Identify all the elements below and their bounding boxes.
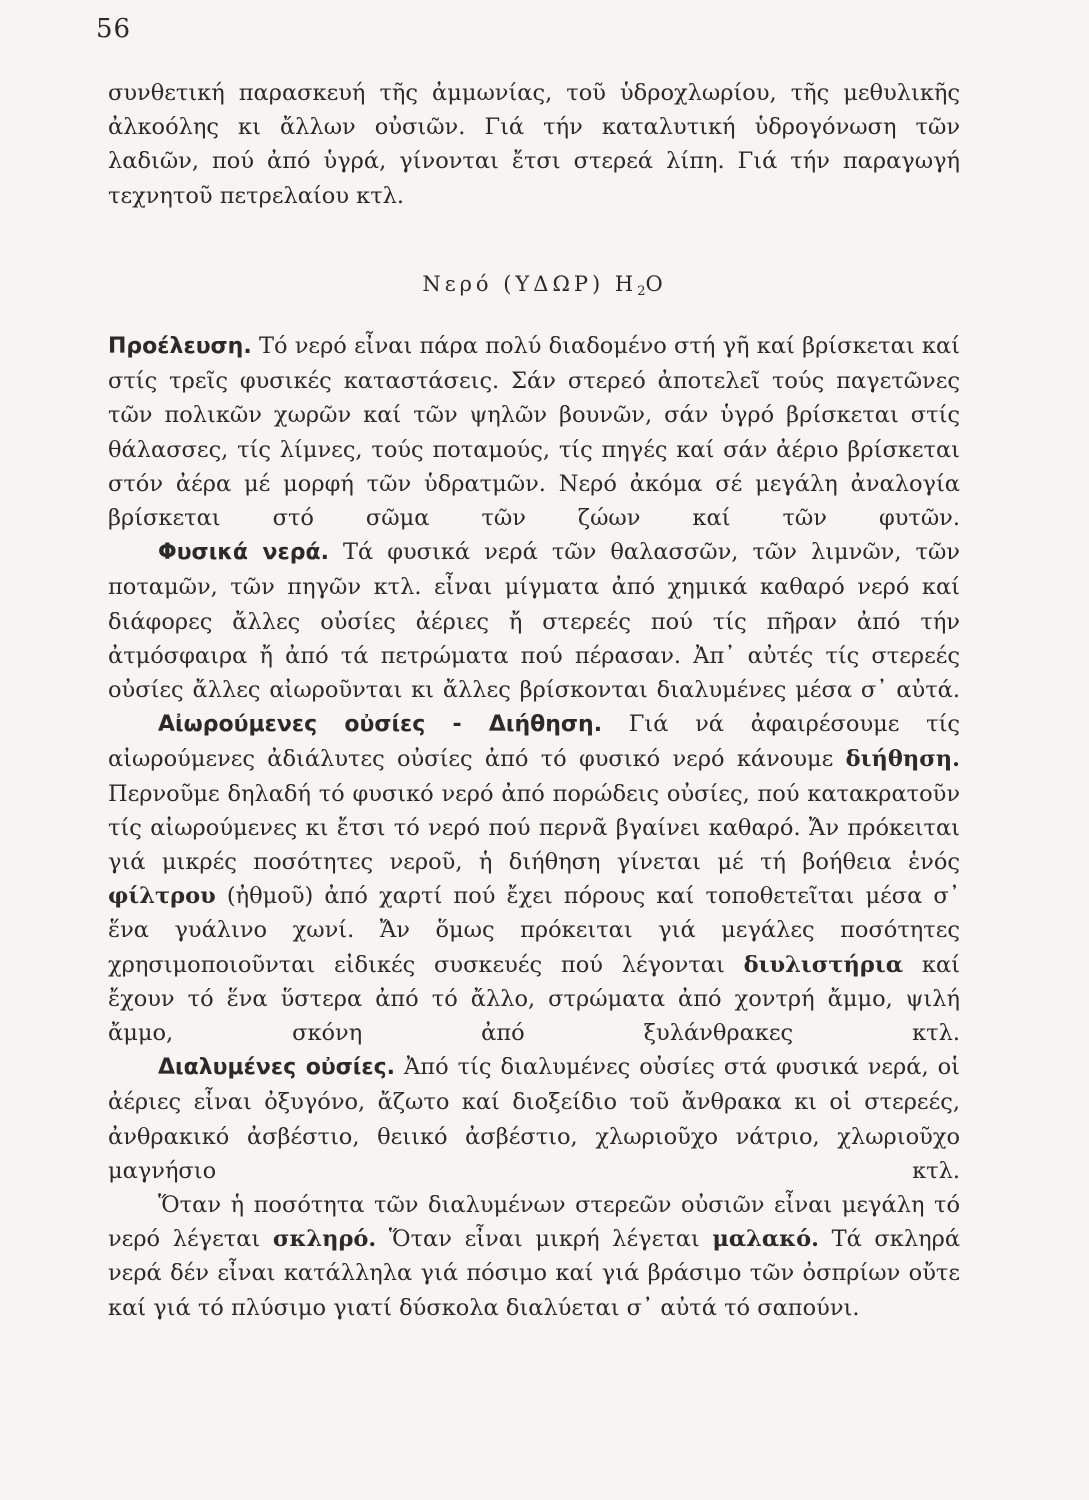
page-number: 56	[96, 14, 132, 44]
section-title	[0, 272, 1089, 299]
heading-fysika: Φυσικά νερά.	[158, 540, 329, 566]
paragraph-fysika	[108, 535, 960, 707]
text-diithisi-1: Γιά νά ἀφαιρέσουμε τίς αἰωρούμενες ἀδιάλυτες οὐσίες ἀπό τό φυσικό νερό κάνουμε	[108, 711, 960, 773]
intro-text: συνθετική παρασκευή τῆς ἀμμωνίας, τοῦ ὑδροχλωρίου, τῆς μεθυλικῆς ἀλκοόλης κι ἄλλων οὐσιῶν. Γιά τήν καταλυτική ὑδρογόνωση τῶν λαδιῶν, πού ἀπό ὑγρά, γίνονται ἔτσι στερεά λίπη. Γιά τήν παραγωγή τεχνητοῦ πετρελαίου κτλ.	[108, 80, 960, 209]
title-after: O	[645, 272, 667, 296]
text-fysika: Τά φυσικά νερά τῶν θαλασσῶν, τῶν λιμνῶν, τῶν ποταμῶν, τῶν πηγῶν κτλ. εἶναι μίγματα ἀπό χημικά καθαρό νερό καί διάφορες ἄλλες οὐσίες ἀέριες ἤ στερεές πού τίς πῆραν ἀπό τήν ἀτμόσφαιρα ἤ ἀπό τά πετρώματα πού πέρασαν. Ἀπ᾽ αὐτές τίς στερεές οὐσίες ἄλλες αἰωροῦνται κι ἄλλες βρίσκονται διαλυμένες μέσα σ᾽ αὐτά.	[108, 539, 960, 704]
title-subscript: 2	[637, 284, 646, 299]
term-malako: μαλακό.	[712, 1226, 819, 1253]
text-dialymenes: Ἀπό τίς διαλυμένες οὐσίες στά φυσικά νερά, οἱ ἀέριες εἶναι ὀξυγόνο, ἄζωτο καί διοξείδιο τοῦ ἄνθρακα κι οἱ στερεές, ἀνθρακικό ἀσβέστιο, θειικό ἀσβέστιο, χλωριοῦχο νάτριο, χλωριοῦχο μαγνήσιο κτλ.	[108, 1054, 960, 1184]
text-closing-3: Τά σκληρά νερά δέν εἶναι κατάλληλα γιά πόσιμο καί γιά βράσιμο τῶν ὀσπρίων οὔτε καί γιά τό πλύσιμο γιατί δύσκολα διαλύεται σ᾽ αὐτά τό σαπούνι.	[108, 1226, 961, 1321]
term-filtrou: φίλτρου	[108, 883, 216, 910]
text-closing-1: Ὅταν ἡ ποσότητα τῶν διαλυμένων στερεῶν οὐσιῶν εἶναι μεγάλη τό νερό λέγεται	[108, 1192, 960, 1253]
text-closing-2: Ὅταν εἶναι μικρή λέγεται	[388, 1226, 700, 1253]
term-diylistiria: διυλιστήρια	[743, 951, 904, 978]
heading-diithisi: Αἰωρούμενες οὐσίες - Διήθηση.	[158, 712, 603, 738]
text-diithisi-3: (ἠθμοῦ) ἀπό χαρτί πού ἔχει πόρους καί τοποθετεῖται μέσα σ᾽ ἕνα γυάλινο χωνί. Ἄν ὅμως πρόκειται γιά μεγάλες ποσότητες χρησιμοποιοῦνται εἰδικές συσκευές πού λέγονται	[108, 883, 960, 978]
text-proeleusi: Τό νερό εἶναι πάρα πολύ διαδομένο στή γῆ καί βρίσκεται καί στίς τρεῖς φυσικές καταστάσεις. Σάν στερεό ἀποτελεῖ τούς παγετῶνες τῶν πολικῶν χωρῶν καί τῶν ψηλῶν βουνῶν, σάν ὑγρό βρίσκεται στίς θάλασσες, τίς λίμνες, τούς ποταμούς, τίς πηγές καί σάν ἀέριο βρίσκεται στόν ἀέρα μέ μορφή τῶν ὑδρατμῶν. Νερό ἀκόμα σέ μεγάλη ἀναλογία βρίσκεται στό σῶμα τῶν ζώων καί τῶν φυτῶν.	[108, 333, 960, 532]
paragraph-dialymenes	[108, 1050, 960, 1188]
intro-paragraph	[108, 76, 960, 213]
paragraph-proeleusi	[108, 329, 960, 535]
title-main: Νερό (ΥΔΩΡ) H	[422, 272, 638, 296]
heading-proeleusi: Προέλευση.	[108, 334, 252, 359]
heading-dialymenes: Διαλυμένες οὐσίες.	[158, 1055, 396, 1081]
text-diithisi-4: καί ἔχουν τό ἕνα ὕστερα ἀπό τό ἄλλο, στρώματα ἀπό χοντρή ἄμμο, ψιλή ἄμμο, σκόνη ἀπό ξυλάνθρακες κτλ.	[108, 951, 960, 1047]
text-diithisi-2: Περνοῦμε δηλαδή τό φυσικό νερό ἀπό πορώδεις οὐσίες, πού κατακρατοῦν τίς αἰωρούμενες κι ἔτσι τό νερό πού περνᾶ βγαίνει καθαρό. Ἄν πρόκειται γιά μικρές ποσότητες νεροῦ, ἡ διήθηση γίνεται μέ τή βοήθεια ἑνός	[108, 780, 960, 876]
term-skliro: σκληρό.	[272, 1226, 377, 1253]
paragraph-closing	[108, 1188, 960, 1325]
paragraph-diithisi	[108, 707, 960, 1050]
term-diithisi: διήθηση.	[845, 746, 960, 773]
body-text	[108, 329, 960, 1325]
